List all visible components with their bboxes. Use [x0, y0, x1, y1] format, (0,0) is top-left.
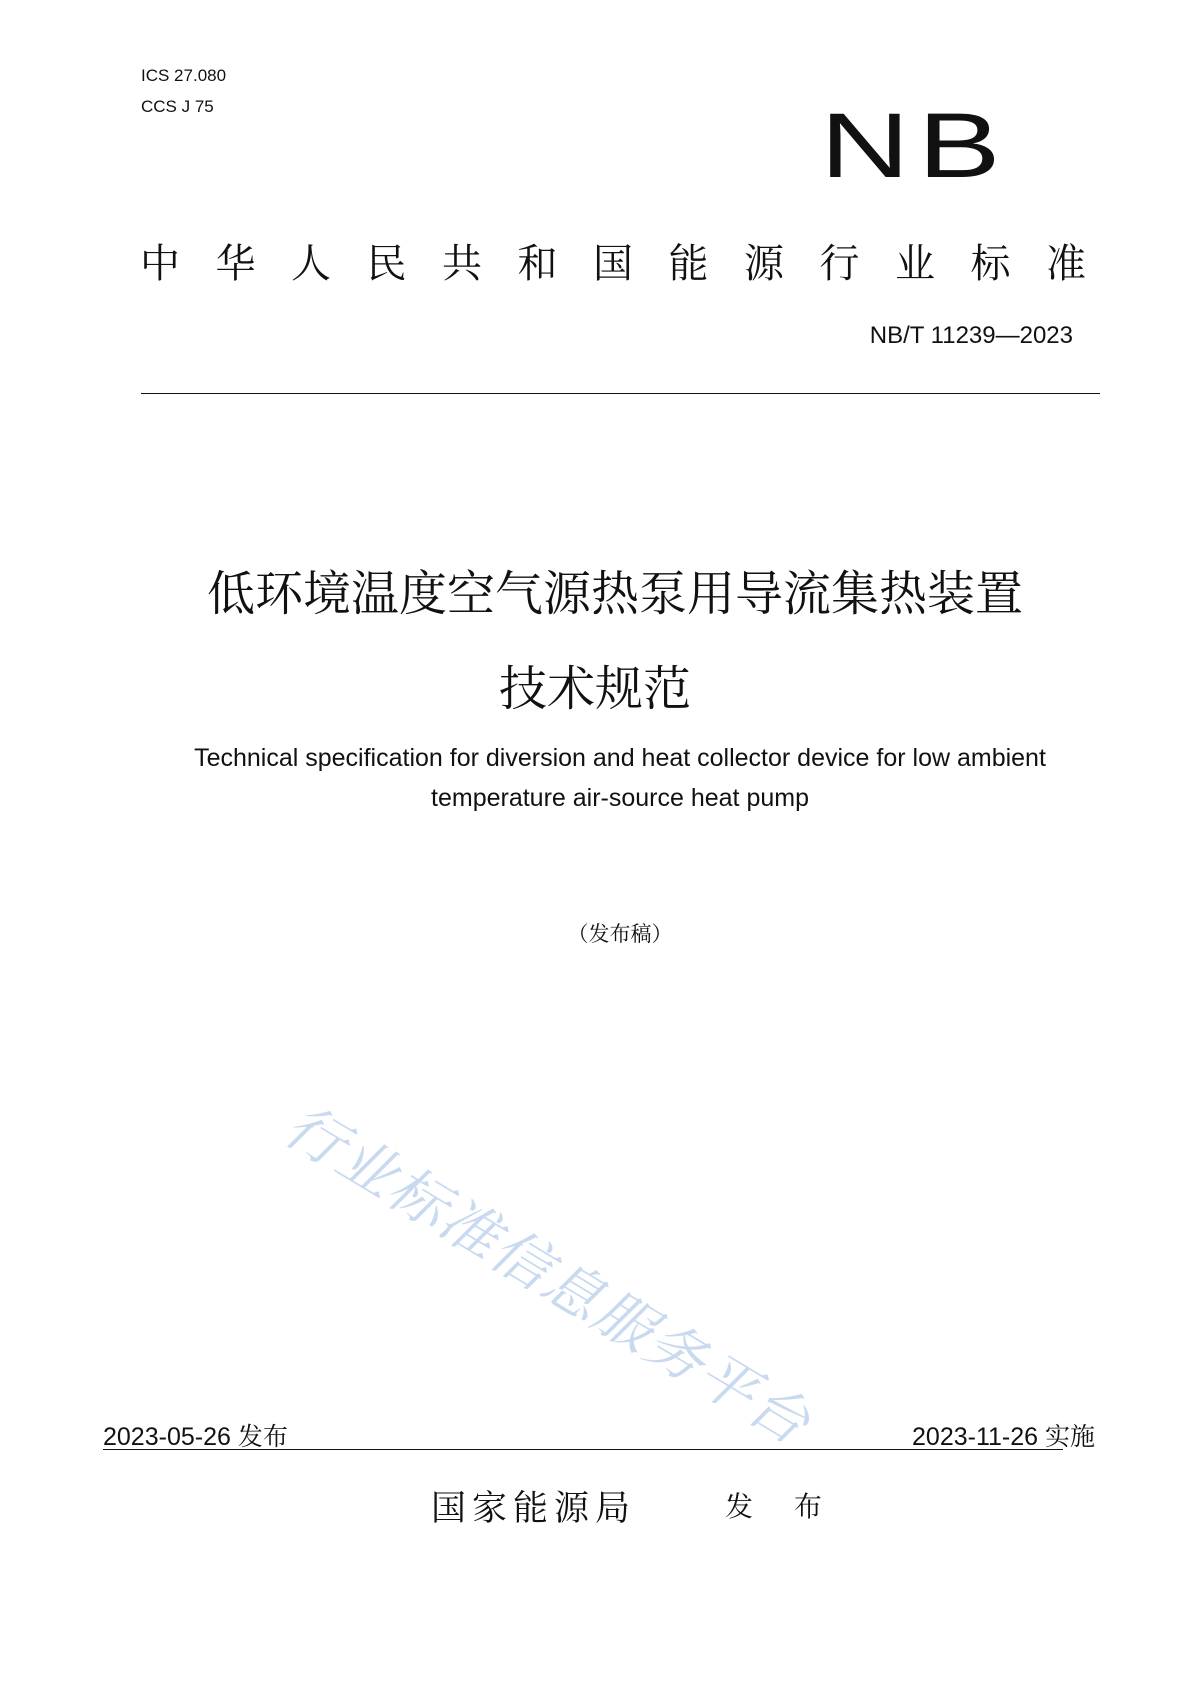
- nb-logo: NB: [820, 95, 1009, 197]
- standard-number: NB/T 11239—2023: [869, 322, 1073, 349]
- issue-label: 发 布: [725, 1490, 838, 1523]
- publish-date: 2023-05-26 发布: [103, 1423, 288, 1451]
- watermark: 行业标准信息服务平台: [273, 1091, 823, 1459]
- chinese-title-line-2: 技术规范: [498, 661, 691, 717]
- ccs-code: CCS J 75: [141, 97, 214, 116]
- bottom-divider: [103, 1449, 1063, 1450]
- top-divider: [141, 393, 1100, 394]
- chinese-title-line-1: 低环境温度空气源热泵用导流集热装置: [206, 566, 1023, 622]
- english-title: [25, 738, 1190, 818]
- issuing-authority: 国家能源局: [431, 1489, 637, 1529]
- ics-code: ICS 27.080: [141, 66, 227, 85]
- classification-codes: [141, 60, 226, 122]
- english-title-line-2: temperature air-source heat pump: [431, 784, 809, 812]
- draft-status: （发布稿）: [567, 922, 673, 946]
- implement-date: 2023-11-26 实施: [912, 1423, 1095, 1451]
- standard-category-title: 中华人民共和国能源行业标准: [140, 241, 1122, 287]
- english-title-line-1: Technical specification for diversion and heat collector device for low ambient: [194, 744, 1046, 772]
